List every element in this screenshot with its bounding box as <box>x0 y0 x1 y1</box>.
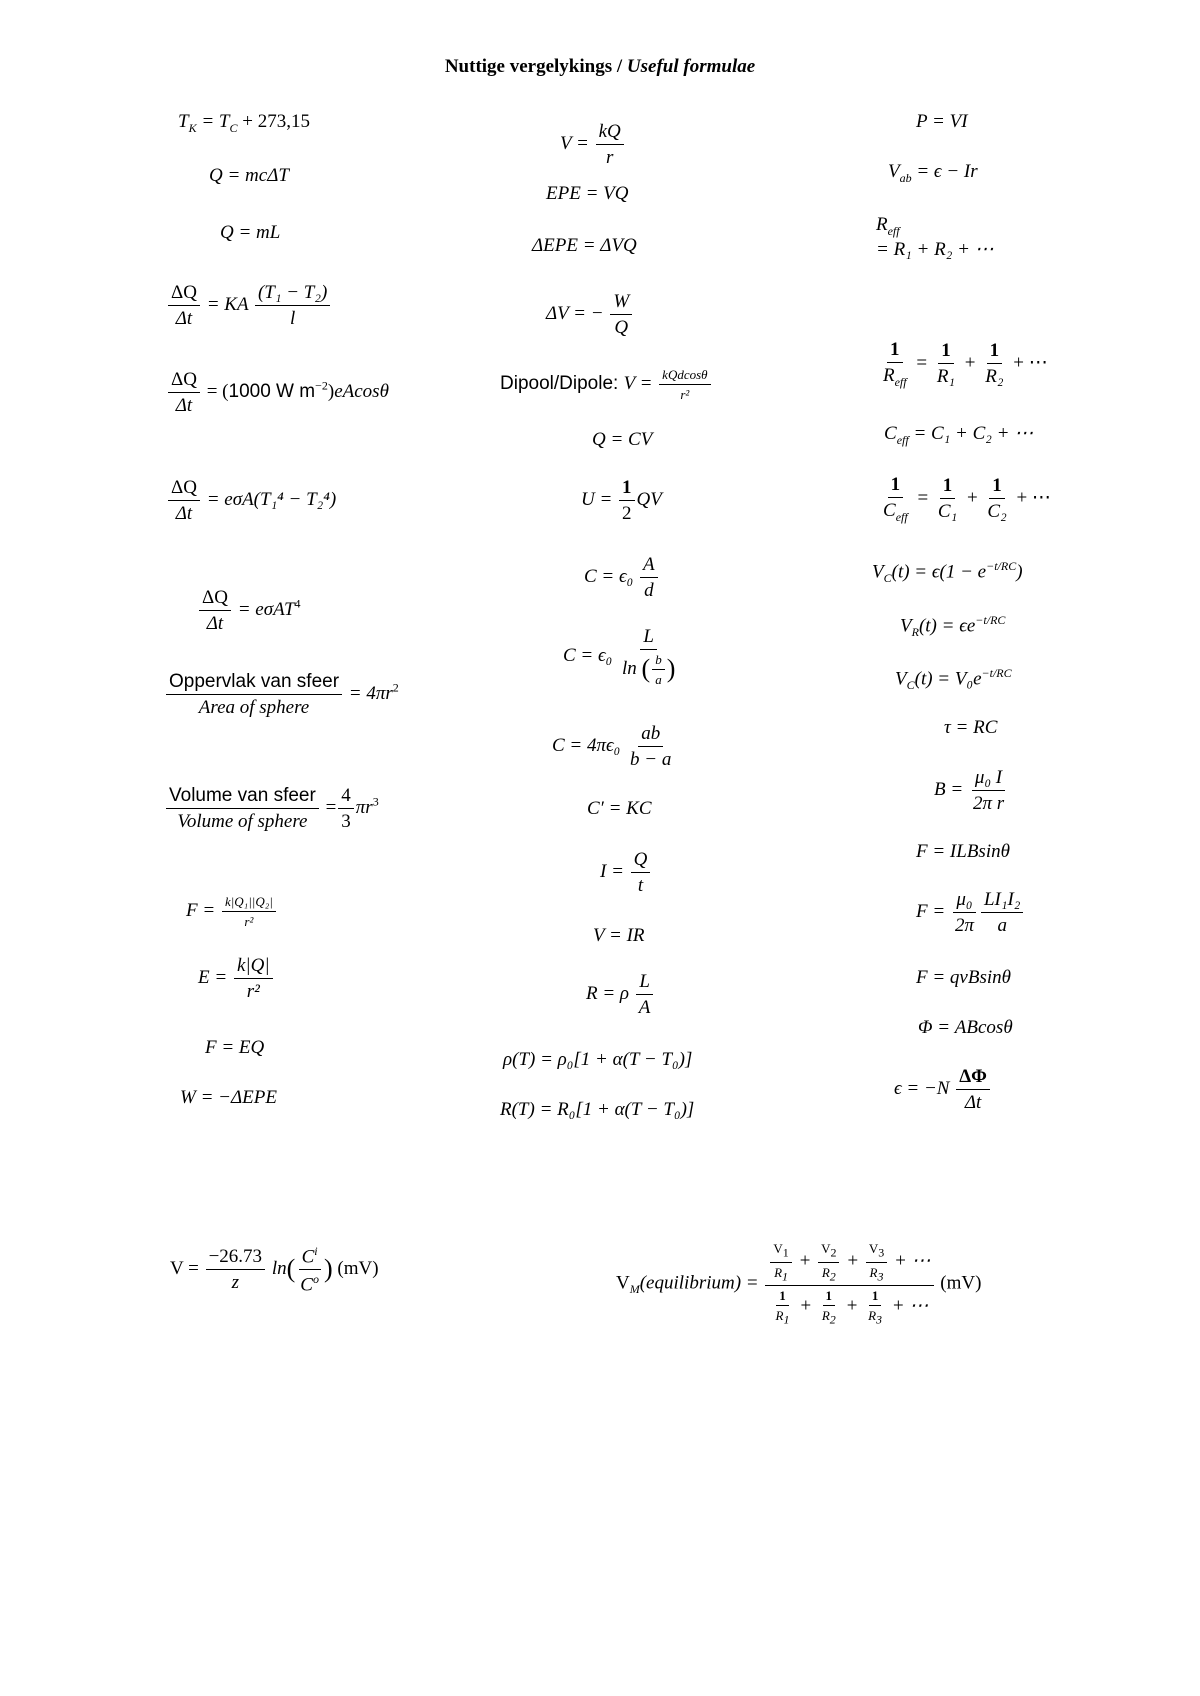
formula-dielectric: C′ = KC <box>587 798 652 819</box>
formula-time-constant: τ = RC <box>944 717 998 738</box>
formula-coulomb: F = $\frac{\text{k|Q₁||Q₂|}}{\text{r²}}$ <box>186 895 278 928</box>
formula-spherical-capacitor: C = 4πϵ₀ $\frac{ab}{b - a}$ <box>552 723 672 770</box>
formula-reff-series-rhs: = R₁ + R₂ + ⋯ <box>876 239 994 260</box>
formula-terminal-voltage: $V_{ab} = \epsilon - Ir$ <box>888 161 978 185</box>
formula-capacitance: Q = CV <box>592 429 653 450</box>
formula-vc-discharge: $V_C(t) = V_0e^{-t/RC}$ <box>895 666 1012 693</box>
formula-resistance-temp: R(T) = R₀[1 + α(T − T₀)] <box>500 1099 695 1120</box>
formula-wire-bfield: B = $\frac{\text{μ₀ I}}{\text{2π r}}$ <box>934 767 1005 814</box>
formula-heat-ml: Q = mL <box>220 222 281 243</box>
formula-plate-capacitor: C = ϵ₀ $\frac{A}{d}$ <box>584 555 660 600</box>
formula-sphere-area: Oppervlak van sfeer Area of sphere = $4\pi r^2$ <box>164 672 399 717</box>
formula-resistivity-temp: ρ(T) = ρ₀[1 + α(T − T₀)] <box>503 1049 693 1070</box>
formula-sphere-volume: Volume van sfeer Volume of sphere = $\frac{4}{3}$ $\pi r^3$ <box>164 786 379 831</box>
formula-current: I = $\frac{Q}{t}$ <box>600 850 652 895</box>
formula-nernst: V = $\frac{-26.73}{z}$ ln( $\frac{C^i}{C^o}$ ) (mV) <box>170 1244 379 1296</box>
formula-ohm: V = IR <box>593 925 645 946</box>
formula-vr-discharge: $V_R(t) = \epsilon e^{-t/RC}$ <box>900 613 1006 640</box>
formula-radiation: $\frac{\Delta Q}{\Delta t}$ = eσAT$^4$ <box>197 588 301 633</box>
formula-delta-epe: ΔEPE = ΔVQ <box>532 235 637 256</box>
formula-work: W = −ΔEPE <box>180 1087 277 1108</box>
formula-heat-mc: Q = mcΔT <box>209 165 289 186</box>
formula-cap-energy: U = $\frac{1}{2}$ QV <box>581 477 662 524</box>
formula-flux: Φ = ABcosθ <box>918 1017 1013 1038</box>
formula-radiation-exchange: $\frac{\Delta Q}{\Delta t}$ = eσA(T₁⁴ − T₂⁴) <box>166 478 336 523</box>
formula-cylindrical-capacitor: C = ϵ₀ L ln ( $\frac{b}{a}$ ) <box>563 626 676 687</box>
formula-force-current: F = ILBsinθ <box>916 841 1010 862</box>
formula-solar: $\frac{\Delta Q}{\Delta t}$ = (1000 W $m^{-2})eAcos\theta$ <box>166 370 389 415</box>
formula-efield: E = $\frac{k|Q|}{\text{r²}}$ <box>198 956 275 1001</box>
formula-lorentz: F = qvBsinθ <box>916 967 1011 988</box>
formula-resistance: R = ρ $\frac{L}{A}$ <box>586 972 655 1017</box>
formula-faraday: ϵ = −N $\frac{\Delta\Phi}{\Delta t}$ <box>894 1067 992 1112</box>
formula-membrane-potential: $V_M(equilibrium)$ = $\frac{V_1}{R_1}$ + $\frac{V_2}{R_2}$ + $\frac{V_3}{R_3}$ + ⋯ $\frac{1}{R_1}$ + $\frac{1}{R_2}$ + $\frac{1}{R_3}$ + ⋯ (mV) <box>616 1241 982 1327</box>
formula-vc-charging: $V_C(t) = \epsilon(1 - e^{-t/RC})$ <box>872 559 1023 586</box>
formula-kelvin: $T_K = T_C + 273,15$ <box>178 111 310 135</box>
formula-reff-parallel: 1 $R_{eff}$ = $\frac{1}{\text{R₁}}$ + $\frac{1}{\text{R₂}}$ + ⋯ <box>883 339 1048 389</box>
formula-conduction: $\frac{\Delta Q}{\Delta t}$ = KA $\frac{\text{(T₁ − T₂)}}{l}$ <box>166 283 332 328</box>
formula-reff-series: $R_{eff}$ <box>876 214 900 238</box>
formula-ceff-series: 1 $C_{eff}$ = $\frac{1}{\text{C₁}}$ + $\frac{1}{\text{C₂}}$ + ⋯ <box>883 474 1051 524</box>
formula-force-parallel-wires: F = $\frac{\text{μ₀}}{2\pi}$ $\frac{\text{LI₁I₂}}{a}$ <box>916 890 1025 935</box>
formula-epe: EPE = VQ <box>546 183 629 204</box>
page-title: Nuttige vergelykings / Useful formulae <box>444 56 756 77</box>
formula-ceff-parallel: $C_{eff} = C_1 + C_2$ + ⋯ <box>884 423 1034 447</box>
formula-dipole: Dipool/Dipole: V = kQdcosθ r² <box>500 368 713 401</box>
formula-power: P = VI <box>916 111 968 132</box>
formula-force-eq: F = EQ <box>205 1037 265 1058</box>
formula-potential: V = $\frac{kQ}{r}$ <box>560 122 626 167</box>
formula-delta-v: ΔV = − $\frac{W}{Q}$ <box>546 292 634 337</box>
